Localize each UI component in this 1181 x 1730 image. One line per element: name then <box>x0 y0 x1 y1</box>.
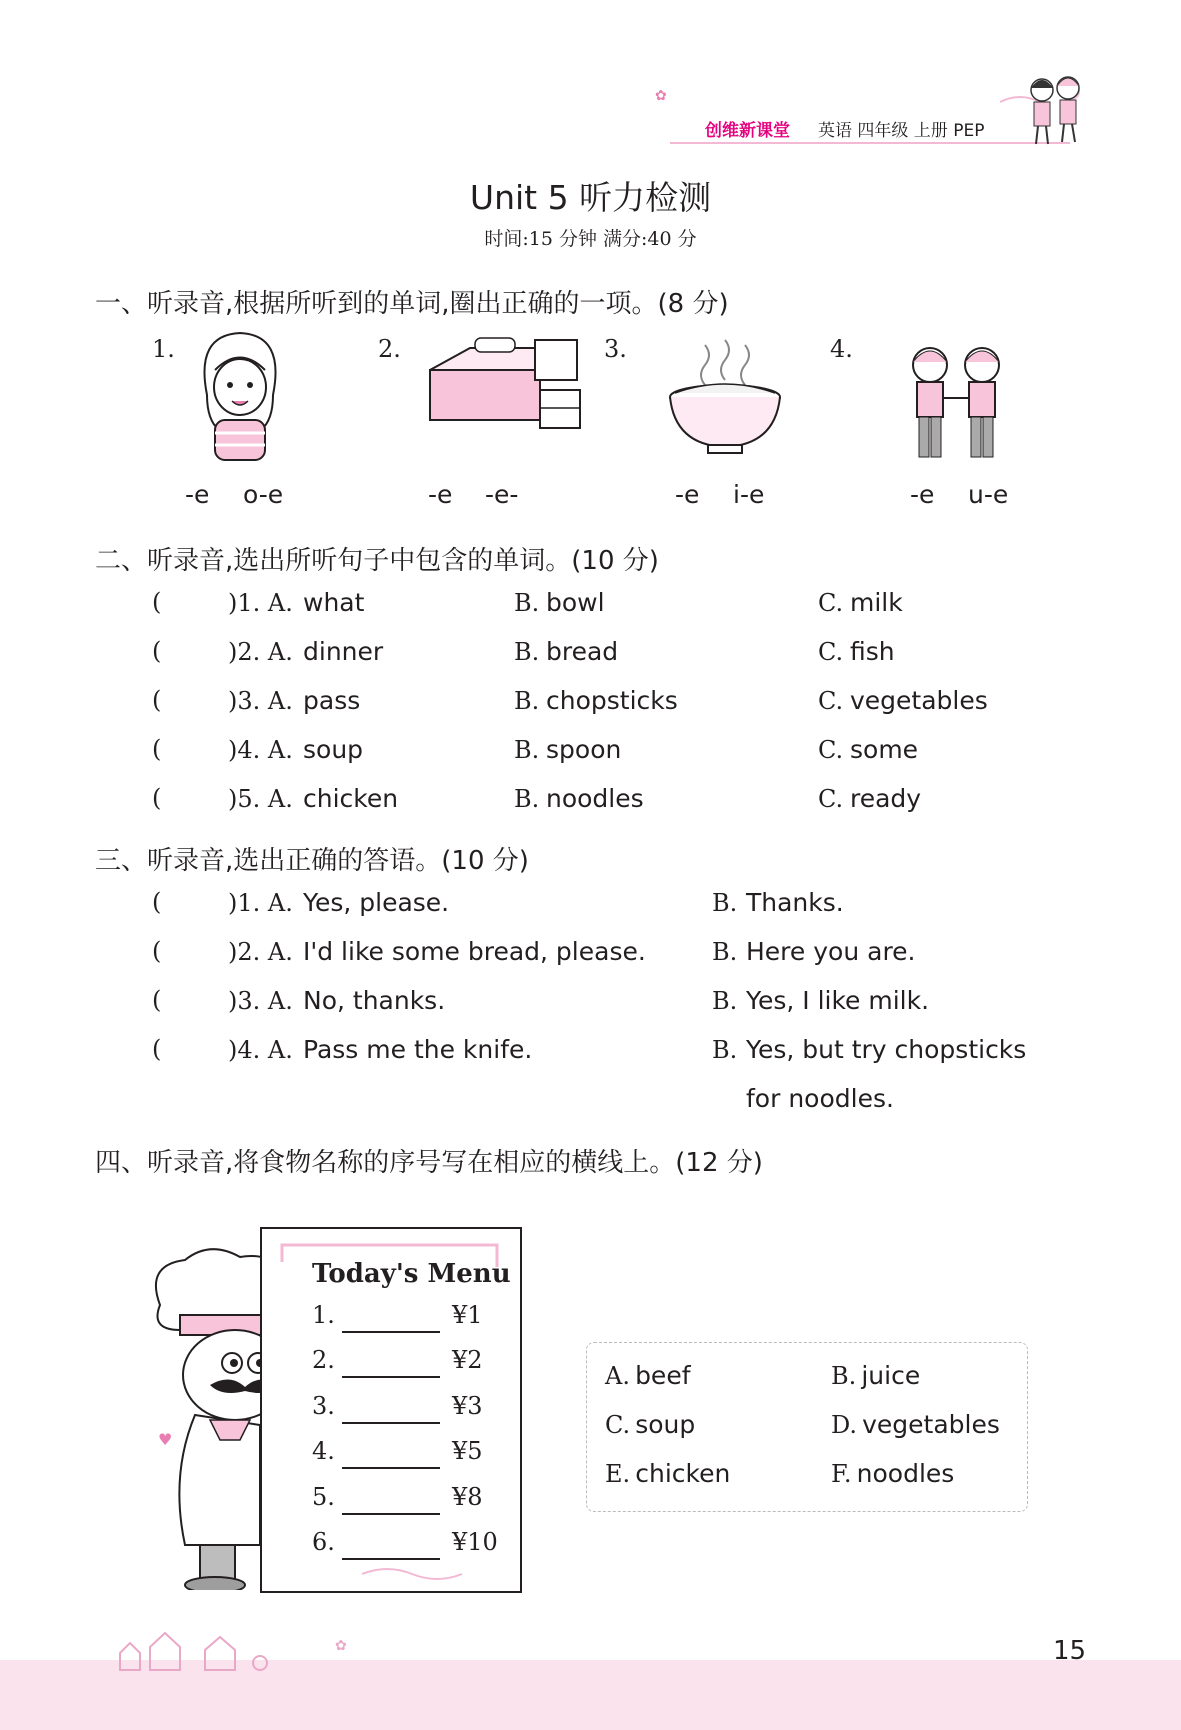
s2-option-a: pass <box>303 686 361 715</box>
answer-paren[interactable]: ( <box>152 1035 162 1063</box>
section-4-title: 四、听录音,将食物名称的序号写在相应的横线上。(12 分) <box>95 1148 763 1178</box>
rice-bowl-picture <box>660 335 790 464</box>
answer-paren[interactable]: ( <box>152 888 162 916</box>
answer-paren[interactable]: ( <box>152 937 162 965</box>
menu-line <box>312 1346 512 1386</box>
s2-row <box>152 784 1052 824</box>
s3-option-a: Yes, please. <box>303 888 450 917</box>
header-meta: 英语 四年级 上册 PEP <box>818 121 985 141</box>
s3-question-number: )2. A. <box>228 938 293 966</box>
food-choice <box>605 1410 695 1439</box>
svg-text:♥: ♥ <box>158 1430 173 1449</box>
choice-text: noodles <box>856 1459 955 1488</box>
s3-row <box>152 888 1082 928</box>
s2-option-b: bowl <box>546 588 605 617</box>
s2-label-b: B. <box>514 589 540 617</box>
answer-paren[interactable]: ( <box>152 686 162 714</box>
s2-option-a: soup <box>303 735 364 764</box>
section-3-title: 三、听录音,选出正确的答语。(10 分) <box>95 846 529 876</box>
s3-label-b: B. <box>712 889 738 917</box>
s1-option-a[interactable]: -e <box>428 480 453 509</box>
choice-text: chicken <box>635 1459 731 1488</box>
s2-label-c: C. <box>818 785 844 813</box>
s2-row <box>152 588 1052 628</box>
answer-paren[interactable]: ( <box>152 986 162 1014</box>
s2-row <box>152 637 1052 677</box>
s2-label-c: C. <box>818 687 844 715</box>
s1-option-b[interactable]: -e- <box>485 480 519 509</box>
s3-question-number: )4. A. <box>228 1036 293 1064</box>
s1-option-a[interactable]: -e <box>675 480 700 509</box>
food-choice <box>605 1459 730 1488</box>
choice-label: D. <box>831 1411 858 1439</box>
food-choice <box>831 1410 1000 1439</box>
s3-row <box>152 1035 1082 1125</box>
page-subtitle: 时间:15 分钟 满分:40 分 <box>484 228 697 250</box>
s2-label-b: B. <box>514 638 540 666</box>
s2-question-number: )5. A. <box>228 785 293 813</box>
s2-question-number: )1. A. <box>228 589 293 617</box>
menu-line <box>312 1301 512 1341</box>
answer-paren[interactable]: ( <box>152 784 162 812</box>
header-divider <box>670 142 1070 144</box>
s1-option-b[interactable]: i-e <box>733 480 765 509</box>
choice-label: A. <box>605 1362 630 1390</box>
s2-option-a: dinner <box>303 637 384 666</box>
s2-label-b: B. <box>514 687 540 715</box>
page-number: 15 <box>1053 1636 1087 1666</box>
menu-price: ¥1 <box>452 1301 483 1329</box>
s1-option-a[interactable]: -e <box>185 480 210 509</box>
answer-paren[interactable]: ( <box>152 588 162 616</box>
s3-option-a: I'd like some bread, please. <box>303 937 646 966</box>
food-choice <box>831 1459 954 1488</box>
s2-option-c: ready <box>850 784 922 813</box>
section-2-rows <box>152 588 1052 828</box>
menu-price: ¥10 <box>452 1528 498 1556</box>
s2-option-a: chicken <box>303 784 399 813</box>
menu-price: ¥2 <box>452 1346 483 1374</box>
s2-question-number: )3. A. <box>228 687 293 715</box>
girl-face-picture <box>185 325 295 469</box>
choice-text: beef <box>635 1361 691 1390</box>
answer-blank[interactable] <box>342 1301 440 1333</box>
answer-blank[interactable] <box>342 1346 440 1378</box>
menu-line-number: 5. <box>312 1483 335 1511</box>
s2-label-c: C. <box>818 638 844 666</box>
choice-label: B. <box>831 1362 857 1390</box>
choice-text: soup <box>635 1410 696 1439</box>
menu-price: ¥3 <box>452 1392 483 1420</box>
s3-question-number: )3. A. <box>228 987 293 1015</box>
s2-option-b: spoon <box>546 735 622 764</box>
s3-row <box>152 986 1082 1026</box>
menu-board <box>260 1227 522 1593</box>
menu-line <box>312 1437 512 1477</box>
answer-paren[interactable]: ( <box>152 735 162 763</box>
food-choice <box>831 1361 920 1390</box>
s3-option-b-continued: for noodles. <box>746 1084 894 1113</box>
choice-label: C. <box>605 1411 631 1439</box>
menu-title: Today's Menu <box>312 1259 511 1289</box>
choice-label: E. <box>605 1460 631 1488</box>
s2-question-number: )4. A. <box>228 736 293 764</box>
s2-question-number: )2. A. <box>228 638 293 666</box>
s1-item-number: 1. <box>152 335 175 363</box>
menu-price: ¥5 <box>452 1437 483 1465</box>
s3-option-a: No, thanks. <box>303 986 446 1015</box>
s3-question-number: )1. A. <box>228 889 293 917</box>
section-2-title: 二、听录音,选出所听句子中包含的单词。(10 分) <box>95 546 659 576</box>
section-3-rows <box>152 888 1082 1118</box>
bed-picture <box>415 330 585 444</box>
s1-item-number: 4. <box>830 335 853 363</box>
s3-label-b: B. <box>712 987 738 1015</box>
menu-line-number: 1. <box>312 1301 335 1329</box>
choice-text: juice <box>861 1361 921 1390</box>
s2-option-c: some <box>850 735 919 764</box>
choice-label: F. <box>831 1460 852 1488</box>
s2-row <box>152 686 1052 726</box>
choice-text: vegetables <box>862 1410 1000 1439</box>
s2-option-a: what <box>303 588 365 617</box>
answer-paren[interactable]: ( <box>152 637 162 665</box>
s2-label-b: B. <box>514 736 540 764</box>
s2-option-c: fish <box>850 637 895 666</box>
food-choices-box <box>586 1342 1028 1512</box>
s3-option-b: Here you are. <box>746 937 916 966</box>
section-1-title: 一、听录音,根据所听到的单词,圈出正确的一项。(8 分) <box>95 289 729 319</box>
menu-line <box>312 1483 512 1523</box>
s3-row <box>152 937 1082 977</box>
menu-line <box>312 1528 512 1568</box>
s3-label-b: B. <box>712 1036 738 1064</box>
s2-option-b: noodles <box>546 784 644 813</box>
s3-option-a: Pass me the knife. <box>303 1035 533 1064</box>
s2-label-c: C. <box>818 589 844 617</box>
answer-blank[interactable] <box>342 1437 440 1469</box>
header-girls-illustration <box>1020 72 1090 156</box>
menu-line-number: 6. <box>312 1528 335 1556</box>
s3-label-b: B. <box>712 938 738 966</box>
svg-text:✿: ✿ <box>655 88 667 104</box>
s3-option-b: Yes, but try chopsticks <box>746 1035 1027 1064</box>
s1-item-number: 2. <box>378 335 401 363</box>
header-brand: 创维新课堂 <box>705 121 790 141</box>
s1-item-number: 3. <box>604 335 627 363</box>
s2-option-c: vegetables <box>850 686 988 715</box>
s1-option-a[interactable]: -e <box>910 480 935 509</box>
menu-line-number: 4. <box>312 1437 335 1465</box>
food-choice <box>605 1361 691 1390</box>
s2-option-b: bread <box>546 637 619 666</box>
menu-line <box>312 1392 512 1432</box>
footer-houses-decoration <box>110 1625 370 1679</box>
s2-label-c: C. <box>818 736 844 764</box>
menu-line-number: 2. <box>312 1346 335 1374</box>
s2-option-b: chopsticks <box>546 686 678 715</box>
answer-blank[interactable] <box>342 1392 440 1424</box>
s1-option-b[interactable]: o-e <box>243 480 284 509</box>
s1-option-b[interactable]: u-e <box>968 480 1009 509</box>
s2-row <box>152 735 1052 775</box>
menu-price: ¥8 <box>452 1483 483 1511</box>
s2-option-c: milk <box>850 588 903 617</box>
answer-blank[interactable] <box>342 1528 440 1560</box>
menu-flourish-decoration <box>352 1564 472 1584</box>
s3-option-b: Yes, I like milk. <box>746 986 930 1015</box>
two-girls-picture <box>890 340 1030 474</box>
svg-text:✿: ✿ <box>335 1638 347 1654</box>
s2-label-b: B. <box>514 785 540 813</box>
s3-option-b: Thanks. <box>746 888 844 917</box>
menu-line-number: 3. <box>312 1392 335 1420</box>
answer-blank[interactable] <box>342 1483 440 1515</box>
page-title: Unit 5 听力检测 <box>469 178 712 217</box>
